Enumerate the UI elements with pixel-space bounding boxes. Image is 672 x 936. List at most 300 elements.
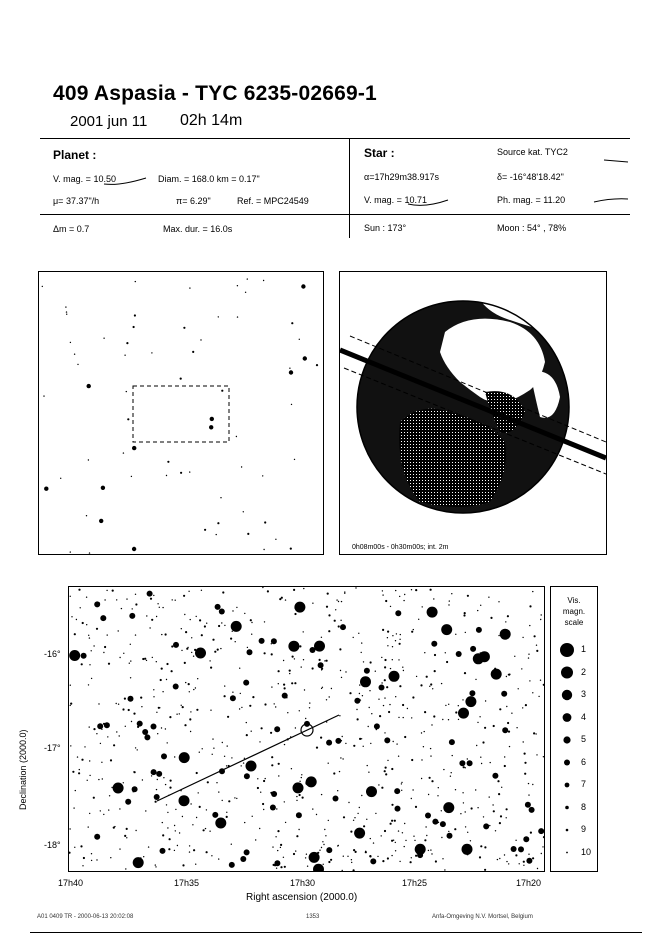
star-dot	[142, 779, 143, 780]
star-dot	[431, 780, 433, 782]
star-dot	[172, 599, 173, 600]
planet-ref: Ref. = MPC24549	[237, 196, 309, 206]
star-dot	[325, 835, 326, 836]
star-dot	[338, 601, 339, 602]
star-dot	[137, 749, 138, 750]
star-dot	[291, 682, 293, 684]
star-dot	[370, 743, 371, 744]
star-dot	[289, 670, 291, 672]
star-dot	[413, 629, 414, 630]
planet-mu: μ= 37.37"/h	[53, 196, 100, 206]
star-dot	[100, 810, 101, 811]
star-dot	[463, 766, 465, 768]
star-dot	[267, 590, 269, 592]
star-dot	[370, 661, 372, 663]
star-dot	[89, 775, 90, 776]
star-dot	[274, 703, 275, 704]
star-dot	[326, 847, 332, 853]
star-dot	[294, 613, 296, 615]
star-dot	[70, 703, 72, 705]
star-dot	[159, 607, 160, 608]
star-dot	[70, 596, 71, 597]
star-dot	[543, 684, 544, 686]
x-axis-label: Right ascension (2000.0)	[246, 892, 358, 903]
star-dot	[278, 670, 280, 672]
star-dot	[383, 705, 384, 706]
star-dot	[270, 805, 276, 811]
star-dot	[232, 610, 233, 611]
star-dot	[241, 466, 242, 467]
scale-dot-3	[562, 690, 572, 700]
star-dot	[317, 852, 319, 854]
star-dot	[384, 679, 386, 681]
star-dot	[479, 856, 481, 858]
star-dot	[386, 686, 388, 688]
star-dot	[489, 825, 490, 826]
star-dot	[201, 590, 202, 591]
scale-dot-7	[565, 783, 570, 788]
star-dot	[116, 731, 117, 732]
star-dot	[169, 838, 171, 840]
star-dot	[543, 756, 544, 757]
star-dot	[339, 715, 340, 716]
star-dot	[415, 806, 417, 808]
star-chart-svg	[69, 587, 544, 871]
star-dot	[394, 788, 400, 794]
star-dot	[470, 646, 476, 652]
star-dot	[229, 862, 235, 868]
star-dot	[271, 686, 272, 687]
star-dot	[307, 866, 308, 867]
star-dot	[458, 708, 469, 719]
star-dot	[107, 736, 108, 737]
star-dot	[251, 731, 252, 732]
star-dot	[428, 794, 429, 795]
star-dot	[387, 637, 388, 638]
star-dot	[430, 748, 431, 749]
star-dot	[241, 707, 242, 708]
star-dot	[193, 689, 194, 690]
star-dot	[257, 778, 258, 779]
star-dot	[78, 772, 80, 774]
star-dot	[250, 619, 252, 621]
star-dot	[274, 860, 280, 866]
star-dot	[324, 660, 325, 661]
xtick-1725: 17h25	[402, 878, 428, 888]
star-dot	[312, 667, 314, 669]
star-dot	[123, 782, 124, 783]
star-dot	[221, 390, 223, 392]
star-dot	[177, 845, 178, 846]
star-dot	[392, 635, 393, 636]
star-dot	[286, 697, 287, 698]
star-dot	[391, 855, 392, 856]
star-dot	[542, 846, 543, 847]
star-dot	[166, 679, 167, 680]
star-dot	[528, 794, 529, 795]
star-dot	[342, 870, 343, 871]
star-dot	[271, 653, 273, 655]
star-dot	[447, 833, 453, 839]
star-dot	[538, 696, 539, 697]
star-dot	[86, 515, 87, 516]
star-dot	[204, 529, 206, 531]
star-dot	[243, 680, 249, 686]
star-dot	[291, 768, 292, 769]
star-dot	[96, 733, 97, 734]
star-dot	[259, 741, 260, 742]
star-dot	[532, 857, 534, 859]
star-dot	[370, 838, 371, 839]
star-dot	[328, 614, 330, 616]
star-dot	[316, 747, 318, 749]
star-dot	[351, 862, 352, 863]
star-dot	[215, 818, 226, 829]
star-dot	[161, 753, 167, 759]
star-dot	[209, 425, 213, 429]
star-dot	[353, 820, 354, 821]
star-dot	[361, 652, 362, 653]
star-dot	[387, 631, 389, 633]
star-dot	[199, 752, 200, 753]
star-dot	[209, 660, 210, 661]
star-dot	[435, 860, 437, 862]
star-dot	[399, 861, 400, 862]
star-dot	[399, 596, 400, 597]
star-dot	[493, 810, 495, 812]
star-dot	[217, 649, 219, 651]
star-dot	[369, 707, 370, 708]
star-dot	[424, 711, 426, 713]
star-dot	[296, 812, 302, 818]
star-dot	[361, 738, 362, 739]
star-dot	[119, 657, 120, 658]
star-dot	[151, 724, 157, 730]
star-dot	[339, 648, 341, 650]
star-dot	[97, 723, 103, 729]
star-dot	[155, 866, 156, 867]
star-dot	[89, 552, 90, 553]
scale-dot-1	[560, 643, 574, 657]
event-date: 2001 jun 11	[70, 113, 148, 130]
star-dot	[340, 757, 341, 758]
star-dot	[319, 659, 321, 661]
star-dot	[353, 869, 355, 871]
star-dot	[369, 794, 370, 795]
star-dot	[277, 850, 278, 851]
star-dot	[162, 691, 163, 692]
star-dot	[348, 802, 349, 803]
star-dot	[104, 646, 106, 648]
star-dot	[529, 605, 531, 607]
star-dot	[359, 684, 360, 685]
star-dot	[445, 705, 446, 706]
star-dot	[173, 684, 179, 690]
star-dot	[504, 756, 505, 757]
star-dot	[280, 866, 282, 868]
star-dot	[93, 728, 95, 730]
star-dot	[492, 804, 493, 805]
star-dot	[425, 826, 426, 827]
star-dot	[188, 591, 189, 592]
star-dot	[189, 471, 190, 472]
star-dot	[279, 598, 281, 600]
star-dot	[475, 789, 476, 790]
star-dot	[541, 853, 542, 854]
star-dot	[132, 608, 133, 609]
star-dot	[317, 647, 318, 648]
star-dot	[165, 633, 167, 635]
star-dot	[146, 660, 147, 661]
star-dot	[433, 715, 435, 717]
star-dot	[341, 740, 342, 741]
star-dot	[100, 743, 101, 744]
star-dot	[111, 787, 112, 788]
star-dot	[342, 758, 343, 759]
star-dot	[484, 727, 486, 729]
star-dot	[80, 607, 81, 608]
star-dot	[405, 840, 406, 841]
star-dot	[521, 668, 522, 669]
star-dot	[431, 641, 437, 647]
star-dot	[499, 822, 501, 824]
star-dot	[116, 703, 117, 704]
star-dot	[489, 796, 490, 797]
scale-dots	[551, 587, 597, 871]
star-dot	[221, 622, 222, 623]
star-dot	[230, 695, 236, 701]
star-dot	[438, 787, 439, 788]
star-dot	[134, 771, 136, 773]
planet-heading: Planet :	[53, 148, 97, 162]
star-dot	[483, 816, 484, 817]
star-dot	[252, 816, 253, 817]
star-dot	[224, 685, 225, 686]
star-dot	[181, 705, 182, 706]
star-dot	[312, 808, 313, 809]
star-sun: Sun : 173°	[364, 223, 407, 233]
star-dot	[149, 627, 150, 628]
star-dot	[440, 821, 446, 827]
star-dot	[135, 830, 136, 831]
star-dot	[198, 792, 199, 793]
star-dot	[290, 548, 292, 550]
footer-rule	[30, 932, 642, 933]
star-dot	[118, 630, 119, 631]
star-dot	[483, 823, 489, 829]
star-dot	[89, 813, 90, 814]
star-dot	[402, 832, 403, 833]
star-dot	[476, 745, 477, 746]
star-dot	[345, 743, 346, 744]
star-dot	[533, 732, 535, 734]
star-dot	[330, 859, 332, 861]
star-dot	[283, 684, 285, 686]
star-dot	[193, 656, 194, 657]
scale-dot-8	[565, 806, 569, 810]
star-dot	[156, 712, 157, 713]
star-dot	[274, 726, 280, 732]
star-dot	[366, 786, 377, 797]
star-dot	[359, 807, 360, 808]
scale-label-3: 3	[581, 689, 587, 699]
star-dot	[222, 742, 223, 743]
star-dot	[195, 648, 206, 659]
star-dot	[515, 854, 517, 856]
star-dot	[412, 696, 414, 698]
star-dot	[171, 670, 173, 672]
star-dot	[264, 521, 266, 523]
star-dot	[272, 846, 273, 847]
star-dot	[387, 760, 388, 761]
star-dot	[243, 762, 244, 763]
star-dot	[391, 820, 393, 822]
star-delta: δ= -16°48'18.42"	[497, 172, 564, 182]
star-dot	[110, 857, 111, 858]
star-dot	[202, 748, 203, 749]
star-dot	[534, 635, 536, 637]
scale-label-6: 6	[581, 756, 587, 767]
star-dot	[284, 801, 285, 802]
star-dot	[142, 729, 148, 735]
star-dot	[536, 754, 537, 755]
star-dot	[310, 647, 316, 653]
star-dot	[247, 649, 253, 655]
star-dot	[485, 700, 486, 701]
star-dot	[384, 770, 386, 772]
star-dot	[162, 834, 164, 836]
star-dot	[401, 783, 402, 784]
star-dot	[130, 660, 131, 661]
star-dot	[133, 791, 134, 792]
star-dot	[321, 794, 322, 795]
star-dot	[295, 850, 296, 851]
star-dot	[236, 436, 237, 437]
star-dot	[210, 667, 212, 669]
star-dot	[219, 609, 225, 615]
star-dot	[157, 779, 158, 780]
star-dot	[88, 826, 89, 827]
star-dot	[299, 339, 300, 340]
star-dot	[465, 632, 466, 633]
star-dot	[76, 619, 77, 620]
star-dot	[284, 744, 285, 745]
star-dot	[109, 795, 110, 796]
star-dot	[299, 794, 301, 796]
star-dot	[508, 674, 509, 675]
star-dot	[163, 777, 164, 778]
star-dot	[249, 705, 251, 707]
star-dot	[443, 802, 454, 813]
star-dot	[70, 705, 71, 706]
globe-svg	[340, 272, 606, 554]
star-dot	[378, 699, 379, 700]
star-dot	[273, 864, 275, 866]
star-dot	[184, 614, 185, 615]
star-dot	[234, 797, 235, 798]
star-dot	[245, 859, 246, 860]
star-dot	[168, 848, 170, 850]
star-dot	[124, 835, 126, 837]
star-dot	[387, 857, 389, 859]
star-dot	[195, 864, 196, 865]
star-dot	[152, 657, 153, 658]
star-dot	[382, 629, 384, 631]
star-dot	[368, 726, 369, 727]
star-dot	[260, 792, 261, 793]
star-dot	[399, 639, 400, 640]
star-dot	[395, 640, 396, 641]
planet-diam: Diam. = 168.0 km = 0.17"	[158, 174, 260, 184]
star-dot	[326, 699, 327, 700]
star-dot	[519, 863, 520, 864]
star-dot	[384, 659, 386, 661]
star-dot	[509, 746, 510, 747]
star-dot	[144, 658, 146, 660]
star-dot	[505, 621, 506, 622]
star-dot	[343, 816, 345, 818]
star-dot	[515, 840, 516, 841]
star-dot	[155, 864, 156, 865]
star-dot	[296, 800, 297, 801]
star-dot	[196, 817, 197, 818]
star-dot	[65, 306, 66, 307]
star-dot	[381, 682, 382, 683]
star-dot	[191, 652, 192, 653]
star-dot	[278, 775, 279, 776]
star-dot	[126, 837, 127, 838]
star-dot	[189, 287, 190, 288]
star-dot	[432, 688, 433, 689]
star-dot	[130, 644, 131, 645]
star-dot	[432, 819, 438, 825]
star-dot	[529, 625, 530, 626]
star-dot	[433, 598, 434, 599]
star-dot	[271, 793, 272, 794]
star-dot	[306, 776, 317, 787]
star-dot	[358, 633, 359, 634]
star-dot	[462, 792, 463, 793]
star-dot	[313, 864, 324, 871]
star-dot	[213, 748, 214, 749]
star-dot	[448, 719, 449, 720]
star-dot	[369, 690, 370, 691]
star-dot	[381, 835, 382, 836]
star-dot	[192, 351, 194, 353]
star-dot	[301, 666, 302, 667]
globe-panel	[339, 271, 607, 555]
star-dot	[398, 830, 399, 831]
star-dot	[342, 736, 343, 737]
star-dot	[192, 824, 193, 825]
star-dot	[102, 778, 103, 779]
xtick-1720: 17h20	[516, 878, 542, 888]
star-dot	[264, 621, 265, 622]
star-dot	[193, 849, 195, 851]
star-dot	[411, 589, 412, 590]
star-dot	[211, 855, 212, 856]
star-dot	[112, 590, 114, 592]
star-dot	[506, 861, 507, 862]
page-title: 409 Aspasia - TYC 6235-02669-1	[53, 82, 377, 105]
star-dot	[69, 852, 71, 854]
star-dot	[230, 638, 232, 640]
star-dot	[110, 759, 112, 761]
star-dot	[275, 706, 276, 707]
scale-dot-6	[564, 760, 570, 766]
star-dot	[387, 645, 388, 646]
star-dot	[465, 826, 466, 827]
